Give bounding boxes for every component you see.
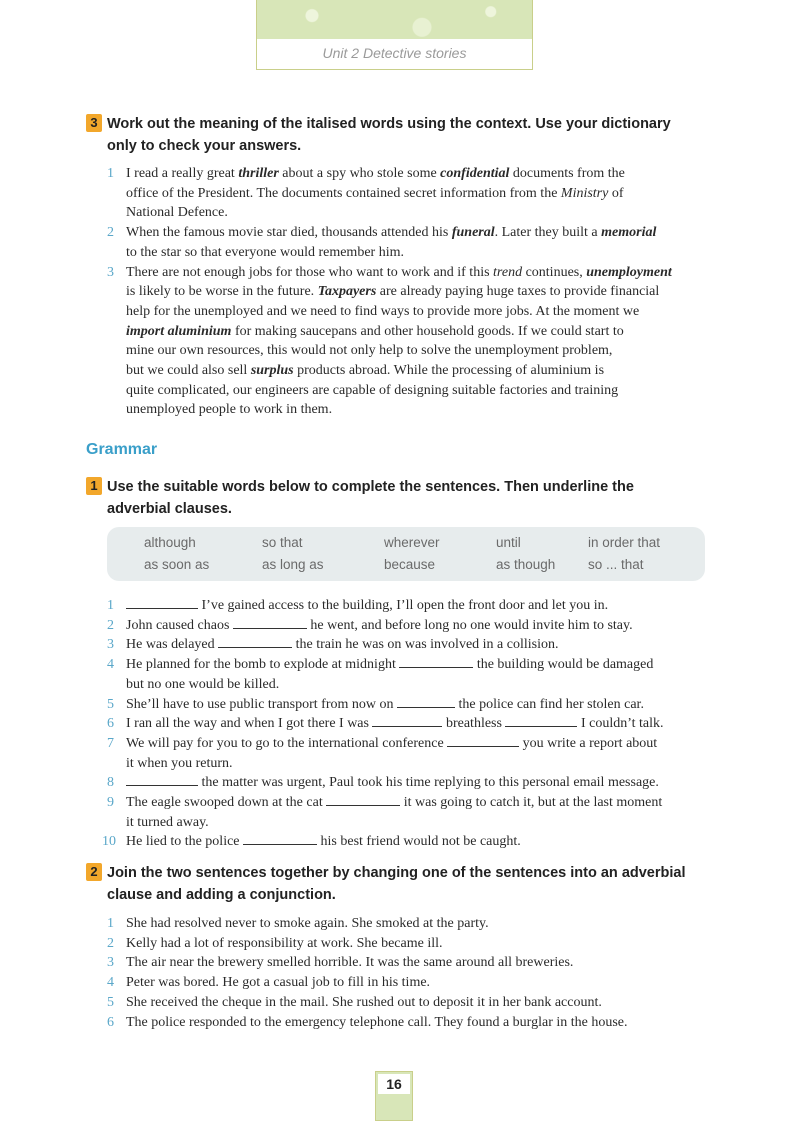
answer-blank[interactable] [397, 695, 455, 708]
list-item: 10 He lied to the police his best friend would not be caught. [102, 834, 521, 850]
unit-title: Unit 2 Detective stories [322, 45, 467, 61]
word-option: because [384, 557, 436, 572]
list-item: 3 The air near the brewery smelled horrible. It was the same around all breweries. [107, 955, 574, 971]
list-item: 2 John caused chaos he went, and before long no one would invite him to stay. [107, 617, 633, 633]
answer-blank[interactable] [126, 596, 198, 609]
list-item: 4 Peter was bored. He got a casual job to fill in his time. [107, 975, 431, 991]
word-option: so that [262, 535, 303, 550]
grammar-task-1-items [102, 596, 707, 852]
word-option: as soon as [144, 557, 210, 572]
word-option: so ... that [588, 557, 644, 572]
grammar-task-2-instruction: 2 Join the two sentences together by changing one of the sentences into an adverbial clause and adding a conjunction. [86, 862, 706, 906]
word-option: wherever [384, 535, 440, 550]
list-item: 6 I ran all the way and when I got there I was breathless I couldn’t talk. [107, 716, 664, 732]
word-option: although [144, 535, 196, 550]
list-item: 5 She’ll have to use public transport from now on the police can find her stolen car. [107, 696, 644, 712]
answer-blank[interactable] [243, 832, 317, 845]
list-item: 4 He planned for the bomb to explode at midnight the building would be damaged but no one would be killed. [107, 657, 654, 692]
task-number-badge: 2 [86, 863, 102, 881]
task-number-badge: 3 [86, 114, 102, 132]
answer-blank[interactable] [233, 616, 307, 629]
list-item: 7 We will pay for you to go to the international conference you write a report about it when you return. [107, 735, 658, 771]
page-number-tab [375, 1071, 413, 1121]
section-heading-grammar: Grammar [86, 441, 158, 458]
list-item: 2 Kelly had a lot of responsibility at work. She became ill. [107, 935, 443, 951]
list-item: 2 When the famous movie star died, thousands attended his funeral. Later they built a memorial to the star so that everyone would remember him. [107, 225, 657, 260]
list-item: 1 She had resolved never to smoke again. She smoked at the party. [107, 916, 489, 931]
answer-blank[interactable] [447, 734, 519, 747]
answer-blank[interactable] [372, 714, 442, 727]
list-item: 3 There are not enough jobs for those who want to work and if this trend continues, unemployment is likely to be worse in the future. Taxpayers are already paying huge taxes to provide financial help for the unemployed and we need to find ways to provide more jobs. At the moment we import aluminium for making saucepans and other household goods. If we could start to mine our own resources, this would not only help to solve the unemployment problem, but we could also sell surplus products abroad. While the processing of aluminium is quite complicated, our engineers are capable of designing suitable factories and training unemployed people to work in them. [107, 264, 672, 418]
list-item: 3 He was delayed the train he was on was involved in a collision. [107, 637, 559, 653]
word-option: as though [496, 557, 556, 572]
grammar-task-1-instruction: 1 Use the suitable words below to complete the sentences. Then underline the adverbial clauses. [86, 476, 706, 520]
answer-blank[interactable] [326, 793, 400, 806]
word-option: in order that [588, 535, 661, 550]
unit-header-tab [256, 0, 533, 70]
task-3-items [107, 164, 707, 420]
list-item: 9 The eagle swooped down at the cat it was going to catch it, but at the last moment it turned away. [107, 795, 663, 830]
task-3-instruction: 3 Work out the meaning of the italised words using the context. Use your dictionary only to check your answers. [86, 113, 706, 157]
grammar-task-2-items [107, 914, 707, 1032]
word-option: as long as [262, 557, 324, 572]
list-item: 1 I’ve gained access to the building, I’ll open the front door and let you in. [107, 598, 609, 613]
header-texture [257, 0, 532, 39]
answer-blank[interactable] [218, 635, 292, 648]
answer-blank[interactable] [505, 714, 577, 727]
list-item: 1 I read a really great thriller about a spy who stole some confidential documents from the office of the President. The documents contained secret information from the Ministry of National Defence. [107, 166, 625, 221]
list-item: 8 the matter was urgent, Paul took his time replying to this personal email message. [107, 775, 659, 791]
word-option: until [496, 535, 521, 550]
answer-blank[interactable] [126, 773, 198, 786]
word-bank [107, 527, 705, 581]
task-number-badge: 1 [86, 477, 102, 495]
answer-blank[interactable] [399, 655, 473, 668]
page-number: 16 [378, 1074, 410, 1094]
list-item: 5 She received the cheque in the mail. She rushed out to deposit it in her bank account. [107, 994, 602, 1010]
list-item: 6 The police responded to the emergency telephone call. They found a burglar in the house. [107, 1014, 628, 1030]
